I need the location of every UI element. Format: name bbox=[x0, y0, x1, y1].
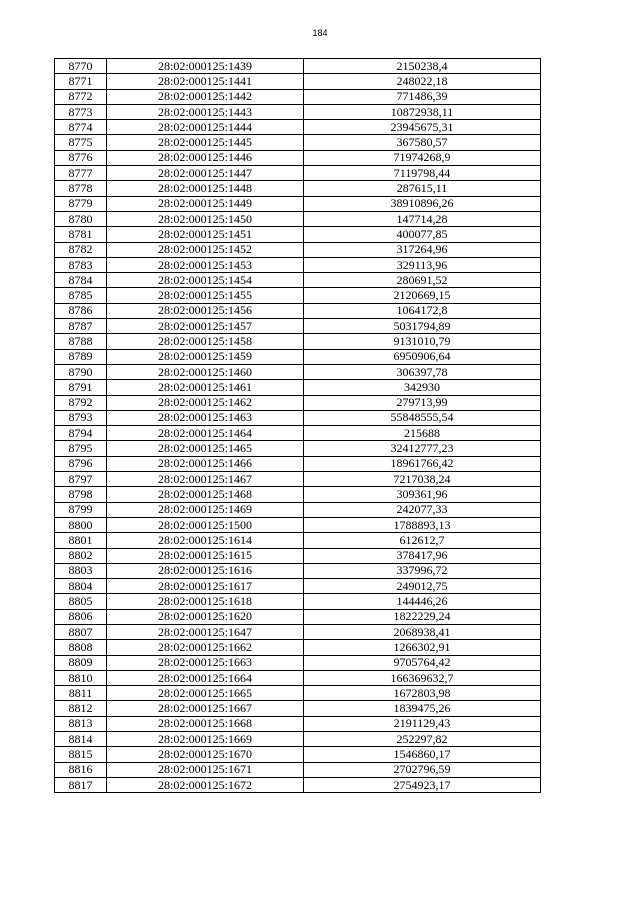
cadastral-number-cell: 28:02:000125:1452 bbox=[107, 242, 304, 257]
row-number-cell: 8780 bbox=[55, 211, 107, 226]
row-number-cell: 8809 bbox=[55, 655, 107, 670]
cadastral-value-cell: 242077,33 bbox=[304, 502, 541, 517]
cadastral-value-cell: 7119798,44 bbox=[304, 166, 541, 181]
cadastral-value-cell: 249012,75 bbox=[304, 579, 541, 594]
cadastral-value-cell: 215688 bbox=[304, 426, 541, 441]
cadastral-value-cell: 280691,52 bbox=[304, 273, 541, 288]
cadastral-value-cell: 1064172,8 bbox=[304, 303, 541, 318]
cadastral-value-cell: 287615,11 bbox=[304, 181, 541, 196]
cadastral-value-cell: 9131010,79 bbox=[304, 334, 541, 349]
cadastral-number-cell: 28:02:000125:1662 bbox=[107, 640, 304, 655]
cadastral-number-cell: 28:02:000125:1615 bbox=[107, 548, 304, 563]
cadastral-number-cell: 28:02:000125:1468 bbox=[107, 487, 304, 502]
cadastral-value-cell: 2150238,4 bbox=[304, 59, 541, 74]
table-row bbox=[55, 319, 541, 334]
table-row bbox=[55, 410, 541, 425]
cadastral-value-cell: 400077,85 bbox=[304, 227, 541, 242]
cadastral-number-cell: 28:02:000125:1457 bbox=[107, 319, 304, 334]
cadastral-value-cell: 7217038,24 bbox=[304, 472, 541, 487]
row-number-cell: 8774 bbox=[55, 120, 107, 135]
row-number-cell: 8784 bbox=[55, 273, 107, 288]
table-row bbox=[55, 273, 541, 288]
table-row bbox=[55, 762, 541, 777]
row-number-cell: 8777 bbox=[55, 166, 107, 181]
cadastral-value-cell: 252297,82 bbox=[304, 732, 541, 747]
row-number-cell: 8791 bbox=[55, 380, 107, 395]
cadastral-number-cell: 28:02:000125:1459 bbox=[107, 349, 304, 364]
row-number-cell: 8802 bbox=[55, 548, 107, 563]
table-row bbox=[55, 701, 541, 716]
row-number-cell: 8793 bbox=[55, 410, 107, 425]
cadastral-number-cell: 28:02:000125:1444 bbox=[107, 120, 304, 135]
cadastral-value-cell: 771486,39 bbox=[304, 89, 541, 104]
table-row bbox=[55, 334, 541, 349]
row-number-cell: 8772 bbox=[55, 89, 107, 104]
cadastral-number-cell: 28:02:000125:1446 bbox=[107, 150, 304, 165]
cadastral-number-cell: 28:02:000125:1663 bbox=[107, 655, 304, 670]
cadastral-number-cell: 28:02:000125:1469 bbox=[107, 502, 304, 517]
registry-table bbox=[54, 58, 541, 793]
cadastral-value-cell: 367580,57 bbox=[304, 135, 541, 150]
table-row bbox=[55, 517, 541, 532]
row-number-cell: 8773 bbox=[55, 104, 107, 119]
row-number-cell: 8779 bbox=[55, 196, 107, 211]
table-row bbox=[55, 624, 541, 639]
page-number: 184 bbox=[312, 28, 328, 38]
row-number-cell: 8797 bbox=[55, 472, 107, 487]
cadastral-value-cell: 1839475,26 bbox=[304, 701, 541, 716]
table-row bbox=[55, 288, 541, 303]
table-row bbox=[55, 777, 541, 792]
cadastral-value-cell: 378417,96 bbox=[304, 548, 541, 563]
cadastral-number-cell: 28:02:000125:1667 bbox=[107, 701, 304, 716]
table-row bbox=[55, 533, 541, 548]
table-row bbox=[55, 135, 541, 150]
cadastral-number-cell: 28:02:000125:1462 bbox=[107, 395, 304, 410]
cadastral-value-cell: 38910896,26 bbox=[304, 196, 541, 211]
table-row bbox=[55, 640, 541, 655]
cadastral-value-cell: 32412777,23 bbox=[304, 441, 541, 456]
cadastral-value-cell: 147714,28 bbox=[304, 211, 541, 226]
table-row bbox=[55, 548, 541, 563]
cadastral-number-cell: 28:02:000125:1460 bbox=[107, 364, 304, 379]
row-number-cell: 8785 bbox=[55, 288, 107, 303]
cadastral-number-cell: 28:02:000125:1620 bbox=[107, 609, 304, 624]
table-row bbox=[55, 380, 541, 395]
row-number-cell: 8816 bbox=[55, 762, 107, 777]
table-row bbox=[55, 242, 541, 257]
table-row bbox=[55, 257, 541, 272]
cadastral-value-cell: 144446,26 bbox=[304, 594, 541, 609]
cadastral-value-cell: 1788893,13 bbox=[304, 517, 541, 532]
cadastral-number-cell: 28:02:000125:1454 bbox=[107, 273, 304, 288]
cadastral-number-cell: 28:02:000125:1668 bbox=[107, 716, 304, 731]
cadastral-number-cell: 28:02:000125:1669 bbox=[107, 732, 304, 747]
row-number-cell: 8775 bbox=[55, 135, 107, 150]
cadastral-value-cell: 5031794,89 bbox=[304, 319, 541, 334]
cadastral-number-cell: 28:02:000125:1451 bbox=[107, 227, 304, 242]
cadastral-value-cell: 612612,7 bbox=[304, 533, 541, 548]
row-number-cell: 8787 bbox=[55, 319, 107, 334]
cadastral-value-cell: 9705764,42 bbox=[304, 655, 541, 670]
cadastral-value-cell: 2120669,15 bbox=[304, 288, 541, 303]
row-number-cell: 8792 bbox=[55, 395, 107, 410]
row-number-cell: 8788 bbox=[55, 334, 107, 349]
row-number-cell: 8811 bbox=[55, 686, 107, 701]
table-row bbox=[55, 686, 541, 701]
cadastral-number-cell: 28:02:000125:1647 bbox=[107, 624, 304, 639]
row-number-cell: 8786 bbox=[55, 303, 107, 318]
row-number-cell: 8808 bbox=[55, 640, 107, 655]
row-number-cell: 8796 bbox=[55, 456, 107, 471]
row-number-cell: 8817 bbox=[55, 777, 107, 792]
cadastral-number-cell: 28:02:000125:1500 bbox=[107, 517, 304, 532]
table-row bbox=[55, 303, 541, 318]
cadastral-number-cell: 28:02:000125:1455 bbox=[107, 288, 304, 303]
cadastral-value-cell: 317264,96 bbox=[304, 242, 541, 257]
cadastral-number-cell: 28:02:000125:1448 bbox=[107, 181, 304, 196]
row-number-cell: 8815 bbox=[55, 747, 107, 762]
cadastral-value-cell: 279713,99 bbox=[304, 395, 541, 410]
cadastral-value-cell: 309361,96 bbox=[304, 487, 541, 502]
table-row bbox=[55, 732, 541, 747]
cadastral-number-cell: 28:02:000125:1449 bbox=[107, 196, 304, 211]
table-row bbox=[55, 150, 541, 165]
table-row bbox=[55, 487, 541, 502]
cadastral-value-cell: 6950906,64 bbox=[304, 349, 541, 364]
cadastral-value-cell: 2191129,43 bbox=[304, 716, 541, 731]
cadastral-number-cell: 28:02:000125:1466 bbox=[107, 456, 304, 471]
table-row bbox=[55, 670, 541, 685]
row-number-cell: 8770 bbox=[55, 59, 107, 74]
table-row bbox=[55, 655, 541, 670]
cadastral-value-cell: 329113,96 bbox=[304, 257, 541, 272]
table-row bbox=[55, 563, 541, 578]
cadastral-number-cell: 28:02:000125:1614 bbox=[107, 533, 304, 548]
row-number-cell: 8798 bbox=[55, 487, 107, 502]
cadastral-number-cell: 28:02:000125:1671 bbox=[107, 762, 304, 777]
cadastral-number-cell: 28:02:000125:1450 bbox=[107, 211, 304, 226]
cadastral-value-cell: 306397,78 bbox=[304, 364, 541, 379]
row-number-cell: 8805 bbox=[55, 594, 107, 609]
row-number-cell: 8781 bbox=[55, 227, 107, 242]
table-row bbox=[55, 89, 541, 104]
cadastral-number-cell: 28:02:000125:1453 bbox=[107, 257, 304, 272]
row-number-cell: 8782 bbox=[55, 242, 107, 257]
cadastral-number-cell: 28:02:000125:1617 bbox=[107, 579, 304, 594]
row-number-cell: 8804 bbox=[55, 579, 107, 594]
cadastral-number-cell: 28:02:000125:1439 bbox=[107, 59, 304, 74]
cadastral-number-cell: 28:02:000125:1442 bbox=[107, 89, 304, 104]
table-row bbox=[55, 395, 541, 410]
cadastral-value-cell: 55848555,54 bbox=[304, 410, 541, 425]
table-row bbox=[55, 104, 541, 119]
cadastral-number-cell: 28:02:000125:1461 bbox=[107, 380, 304, 395]
table-row bbox=[55, 181, 541, 196]
row-number-cell: 8814 bbox=[55, 732, 107, 747]
table-row bbox=[55, 609, 541, 624]
cadastral-number-cell: 28:02:000125:1456 bbox=[107, 303, 304, 318]
table-row bbox=[55, 472, 541, 487]
table-row bbox=[55, 349, 541, 364]
table-row bbox=[55, 456, 541, 471]
row-number-cell: 8803 bbox=[55, 563, 107, 578]
cadastral-number-cell: 28:02:000125:1441 bbox=[107, 74, 304, 89]
cadastral-number-cell: 28:02:000125:1672 bbox=[107, 777, 304, 792]
cadastral-value-cell: 166369632,7 bbox=[304, 670, 541, 685]
table-row bbox=[55, 227, 541, 242]
table-row bbox=[55, 716, 541, 731]
table-row bbox=[55, 211, 541, 226]
cadastral-value-cell: 248022,18 bbox=[304, 74, 541, 89]
cadastral-value-cell: 2754923,17 bbox=[304, 777, 541, 792]
row-number-cell: 8790 bbox=[55, 364, 107, 379]
cadastral-number-cell: 28:02:000125:1458 bbox=[107, 334, 304, 349]
table-row bbox=[55, 441, 541, 456]
cadastral-number-cell: 28:02:000125:1670 bbox=[107, 747, 304, 762]
table-row bbox=[55, 747, 541, 762]
cadastral-value-cell: 18961766,42 bbox=[304, 456, 541, 471]
cadastral-value-cell: 1672803,98 bbox=[304, 686, 541, 701]
table-row bbox=[55, 196, 541, 211]
cadastral-value-cell: 2068938,41 bbox=[304, 624, 541, 639]
registry-table-body bbox=[55, 59, 541, 793]
cadastral-value-cell: 2702796,59 bbox=[304, 762, 541, 777]
cadastral-number-cell: 28:02:000125:1447 bbox=[107, 166, 304, 181]
cadastral-number-cell: 28:02:000125:1665 bbox=[107, 686, 304, 701]
table-row bbox=[55, 426, 541, 441]
row-number-cell: 8800 bbox=[55, 517, 107, 532]
table-row bbox=[55, 120, 541, 135]
row-number-cell: 8778 bbox=[55, 181, 107, 196]
cadastral-value-cell: 10872938,11 bbox=[304, 104, 541, 119]
row-number-cell: 8776 bbox=[55, 150, 107, 165]
cadastral-number-cell: 28:02:000125:1464 bbox=[107, 426, 304, 441]
row-number-cell: 8807 bbox=[55, 624, 107, 639]
cadastral-value-cell: 1822229,24 bbox=[304, 609, 541, 624]
row-number-cell: 8801 bbox=[55, 533, 107, 548]
row-number-cell: 8789 bbox=[55, 349, 107, 364]
table-row bbox=[55, 166, 541, 181]
table-row bbox=[55, 59, 541, 74]
row-number-cell: 8810 bbox=[55, 670, 107, 685]
table-row bbox=[55, 74, 541, 89]
row-number-cell: 8799 bbox=[55, 502, 107, 517]
cadastral-number-cell: 28:02:000125:1664 bbox=[107, 670, 304, 685]
table-row bbox=[55, 364, 541, 379]
cadastral-value-cell: 71974268,9 bbox=[304, 150, 541, 165]
row-number-cell: 8812 bbox=[55, 701, 107, 716]
table-row bbox=[55, 502, 541, 517]
cadastral-number-cell: 28:02:000125:1618 bbox=[107, 594, 304, 609]
cadastral-value-cell: 337996,72 bbox=[304, 563, 541, 578]
cadastral-number-cell: 28:02:000125:1467 bbox=[107, 472, 304, 487]
cadastral-number-cell: 28:02:000125:1463 bbox=[107, 410, 304, 425]
table-row bbox=[55, 579, 541, 594]
cadastral-number-cell: 28:02:000125:1465 bbox=[107, 441, 304, 456]
cadastral-number-cell: 28:02:000125:1443 bbox=[107, 104, 304, 119]
row-number-cell: 8795 bbox=[55, 441, 107, 456]
cadastral-value-cell: 1546860,17 bbox=[304, 747, 541, 762]
row-number-cell: 8806 bbox=[55, 609, 107, 624]
row-number-cell: 8771 bbox=[55, 74, 107, 89]
row-number-cell: 8794 bbox=[55, 426, 107, 441]
cadastral-value-cell: 1266302,91 bbox=[304, 640, 541, 655]
table-row bbox=[55, 594, 541, 609]
row-number-cell: 8813 bbox=[55, 716, 107, 731]
cadastral-number-cell: 28:02:000125:1616 bbox=[107, 563, 304, 578]
cadastral-value-cell: 342930 bbox=[304, 380, 541, 395]
row-number-cell: 8783 bbox=[55, 257, 107, 272]
cadastral-number-cell: 28:02:000125:1445 bbox=[107, 135, 304, 150]
cadastral-value-cell: 23945675,31 bbox=[304, 120, 541, 135]
